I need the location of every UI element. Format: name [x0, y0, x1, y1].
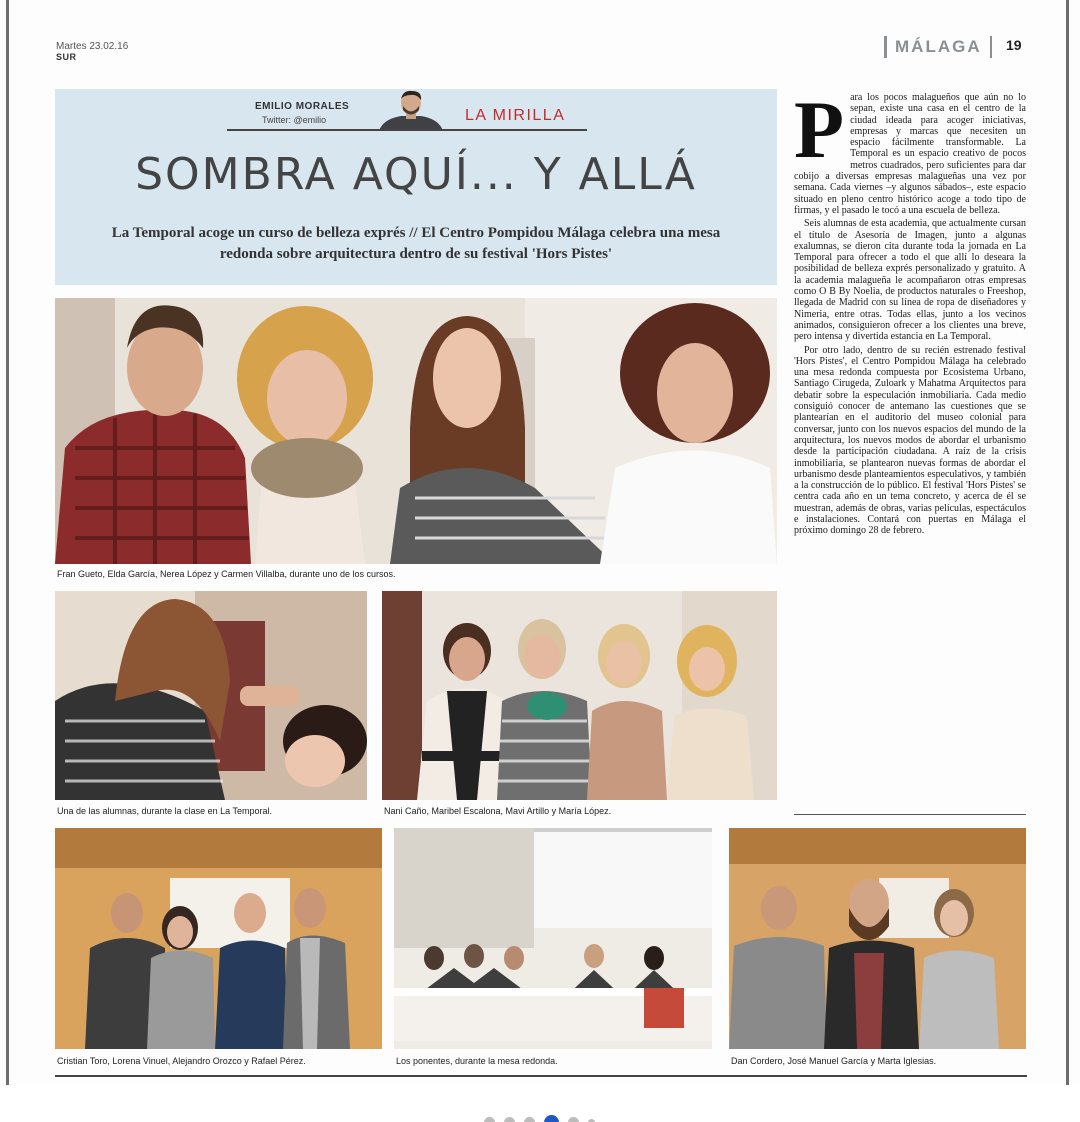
author-portrait: [371, 89, 451, 131]
column-name: LA MIRILLA: [465, 107, 566, 124]
caption-main: Fran Gueto, Elda García, Nerea López y Carmen Villalba, durante uno de los cursos.: [57, 569, 396, 579]
page-bottom-rule: [55, 1075, 1027, 1077]
author-twitter: Twitter: @emilio: [262, 115, 327, 125]
carousel-dot[interactable]: [524, 1117, 535, 1122]
carousel-dot[interactable]: [568, 1117, 579, 1122]
article-paragraph-1: ara los pocos malagueños que aún no lo sepan, existe una casa en el centro de la ciudad ideada para acoger iniciativas, empresas y marcas que necesiten un espacio fácilmente transformable. La Temporal es un espacio creativo de pocos metros cuadrados, pero suficientes para dar cobijo a diversas empresas malagueñas una vez por semana. Cada viernes –y algunos sábados–, este espacio situado en pleno centro histórico acoge a todo tipo de firmas, y el pasado le tocó a una escuela de belleza.: [794, 92, 1026, 216]
caption-bottom-right: Dan Cordero, José Manuel García y Marta Iglesias.: [731, 1056, 937, 1066]
carousel-dot[interactable]: [484, 1117, 495, 1122]
dropcap: P: [794, 84, 845, 175]
issue-date: Martes 23.02.16: [56, 41, 129, 52]
photo-round-table: [394, 828, 712, 1049]
photo-makeup-class: [55, 591, 367, 800]
carousel-dot[interactable]: [588, 1119, 595, 1122]
article-end-rule: [794, 814, 1026, 815]
caption-bottom-center: Los ponentes, durante la mesa redonda.: [396, 1056, 558, 1066]
author-name: EMILIO MORALES: [255, 101, 350, 112]
page-edge-left: [6, 0, 9, 1085]
article-header: [55, 89, 777, 285]
section-label: MÁLAGA: [884, 36, 992, 58]
carousel-dot[interactable]: [504, 1117, 515, 1122]
photo-group-three: [729, 828, 1026, 1049]
byline-rule: [227, 129, 587, 131]
article-paragraph-3: Por otro lado, dentro de su recién estrenado festival 'Hors Pistes', el Centro Pompidou Málaga ha celebrado una mesa redonda compuesta por Ecosistema Urbano, Santiago Cirugeda, Zuloark y Mahatma Arquitectos para debatir sobre la especulación inmobiliaria. Cada medio consiguió conocer de antemano las cuestiones que se plantearían en el auditorio del museo colonial para conversar, junto con los nuevos espacios del mundo de la arquitectura, los nuevos modos de abordar el urbanismo desde la participación ciudadana. A raíz de la crisis inmobiliaria, se plantearon nuevas formas de abordar el urbanismo desde planteamientos especulativos, y también a la construcción de lo público. El festival 'Hors Pistes' se centra cada año en un tema concreto, y acerca de él se muestran, además de obras, varias películas, espectáculos e instalaciones. Contará con puertas en Málaga el próximo domingo 28 de febrero.: [794, 344, 1026, 537]
headline: SOMBRA AQUÍ... Y ALLÁ: [135, 149, 697, 200]
photo-four-women: [382, 591, 777, 800]
caption-mid-right: Nani Caño, Maribel Escalona, Mavi Artillo y María López.: [384, 806, 612, 816]
deck-subtitle: La Temporal acoge un curso de belleza exprés // El Centro Pompidou Málaga celebra una mesa redonda sobre arquitectura dentro de su festival 'Hors Pistes': [111, 225, 721, 262]
caption-bottom-left: Cristian Toro, Lorena Vinuel, Alejandro Orozco y Rafael Pérez.: [57, 1056, 306, 1066]
carousel-pagination: [484, 1116, 595, 1122]
photo-main: [55, 298, 777, 564]
carousel-dot[interactable]: [544, 1115, 559, 1122]
page-number: 19: [1006, 37, 1022, 53]
page-edge-right: [1066, 0, 1069, 1085]
photo-group-four: [55, 828, 382, 1049]
article-body: [794, 84, 1026, 539]
article-paragraph-2: Seis alumnas de esta academia, que actualmente cursan el título de Asesoría de Imagen, junto a algunas exalumnas, se dieron cita durante toda la jornada en La Temporal para ofrecer a todo el que allí lo deseara la posibilidad de belleza exprés personalizado y gratuito. A la academia malagueña le acompañaron otras empresas como O B By Noelia, de productos naturales o Freeshop, llegada de Madrid con su línea de ropa de diseñadores y Nimeria, entre otras. Todas ellas, junto a los vecinos animados, consiguieron ofrecer a los clientes una breve, pero intensa y divertida estancia en La Temporal.: [794, 218, 1026, 343]
newspaper-name: SUR: [56, 52, 77, 62]
caption-mid-left: Una de las alumnas, durante la clase en La Temporal.: [57, 806, 272, 816]
